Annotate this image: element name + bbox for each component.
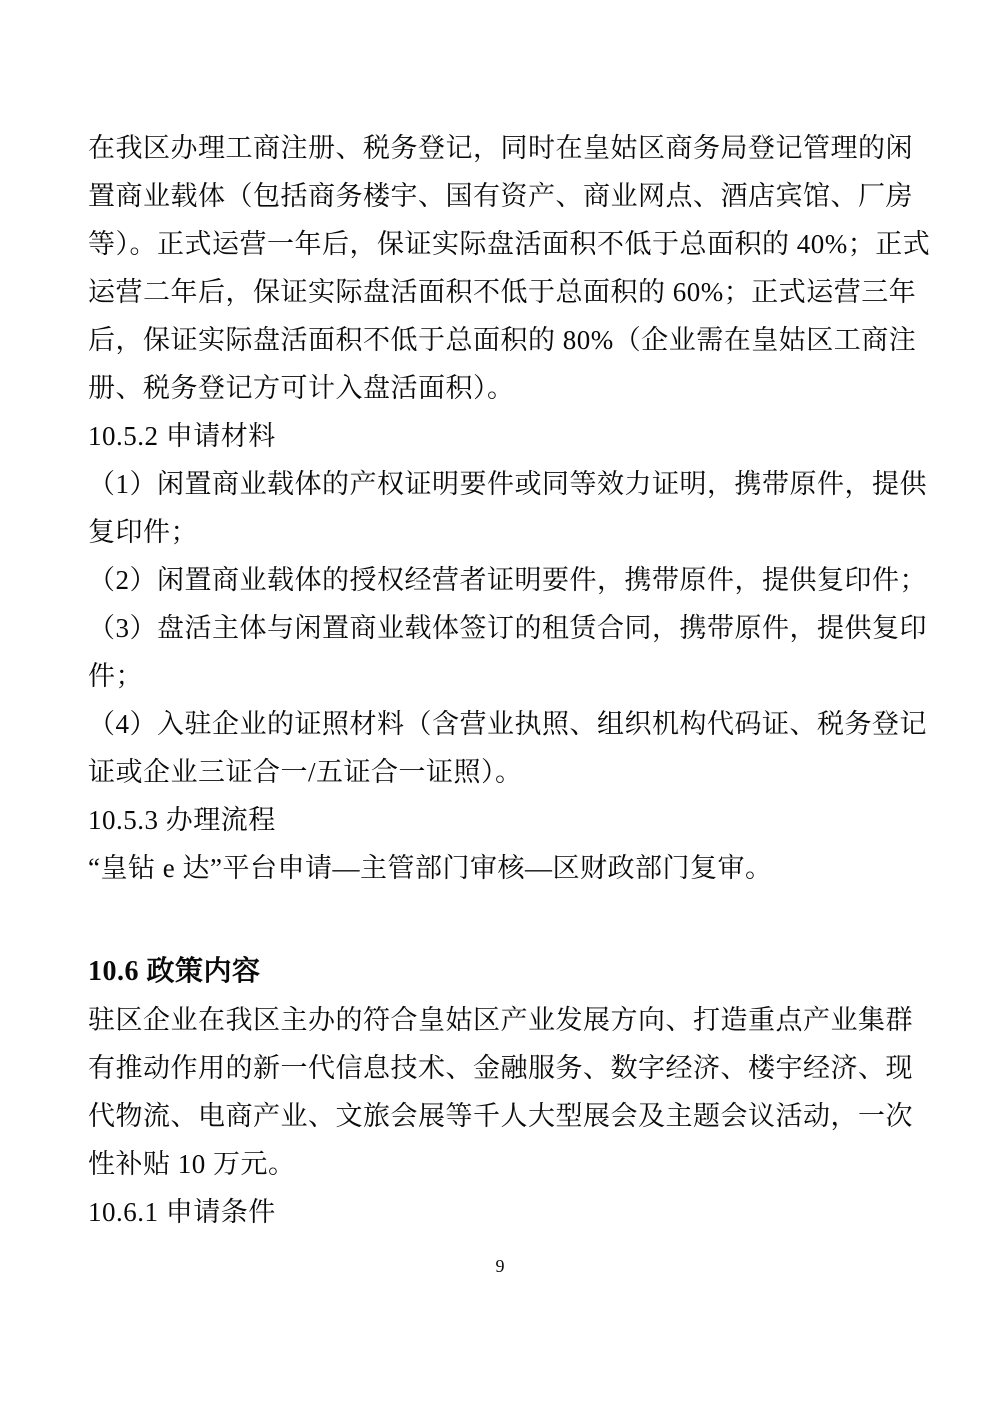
text-line: （4）入驻企业的证照材料（含营业执照、组织机构代码证、税务登记 (88, 709, 927, 739)
text-line: （2）闲置商业载体的授权经营者证明要件，携带原件，提供复印件； (88, 565, 927, 595)
text-line: 册、税务登记方可计入盘活面积）。 (88, 373, 515, 403)
text-line: （1）闲置商业载体的产权证明要件或同等效力证明，携带原件，提供 (88, 469, 927, 499)
text-line: 后，保证实际盘活面积不低于总面积的 80%（企业需在皇姑区工商注 (88, 325, 917, 355)
document-body (88, 124, 931, 1236)
text-line: 等）。正式运营一年后，保证实际盘活面积不低于总面积的 40%；正式 (88, 229, 931, 259)
text-line: 性补贴 10 万元。 (88, 1149, 296, 1179)
text-line: 复印件； (88, 517, 198, 547)
text-line: “皇钻 e 达”平台申请—主管部门审核—区财政部门复审。 (88, 853, 773, 883)
section-subheading: 10.5.2 申请材料 (88, 421, 276, 451)
page-number: 9 (495, 1256, 505, 1276)
text-line: 有推动作用的新一代信息技术、金融服务、数字经济、楼宇经济、现 (88, 1053, 913, 1083)
text-line: （3）盘活主体与闲置商业载体签订的租赁合同，携带原件，提供复印 (88, 613, 927, 643)
text-line: 置商业载体（包括商务楼宇、国有资产、商业网点、酒店宾馆、厂房 (88, 181, 913, 211)
text-line: 件； (88, 661, 143, 691)
text-line: 驻区企业在我区主办的符合皇姑区产业发展方向、打造重点产业集群 (88, 1005, 913, 1035)
text-line: 代物流、电商产业、文旅会展等千人大型展会及主题会议活动，一次 (88, 1101, 913, 1131)
section-subheading: 10.6.1 申请条件 (88, 1197, 276, 1227)
section-heading: 10.6 政策内容 (88, 956, 261, 987)
text-line: 运营二年后，保证实际盘活面积不低于总面积的 60%；正式运营三年 (88, 277, 917, 307)
text-line: 证或企业三证合一/五证合一证照）。 (88, 757, 523, 787)
text-line: 在我区办理工商注册、税务登记，同时在皇姑区商务局登记管理的闲 (88, 133, 913, 163)
paragraph-gap (88, 892, 912, 948)
section-subheading: 10.5.3 办理流程 (88, 805, 276, 835)
